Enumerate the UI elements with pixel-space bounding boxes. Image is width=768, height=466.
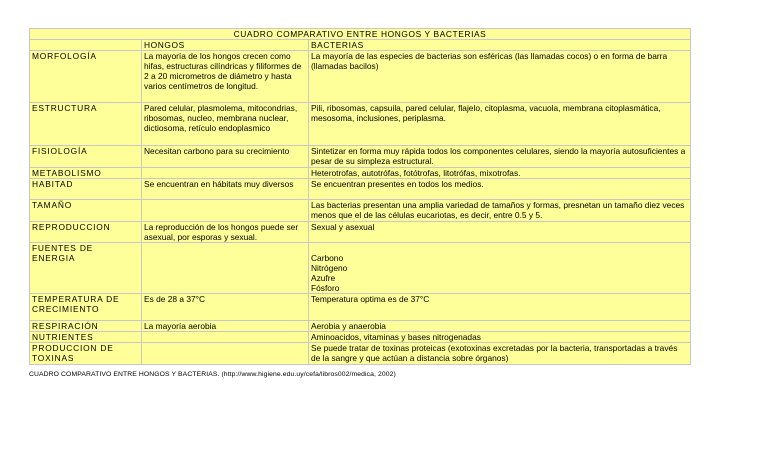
- row-label: HABITAD: [30, 179, 142, 200]
- row-label: FUENTES DE ENERGIA: [30, 243, 142, 294]
- header-hongos: HONGOS: [142, 40, 309, 51]
- hongos-cell: Necesitan carbono para su crecimiento: [142, 146, 309, 168]
- table-row: [30, 51, 691, 103]
- hongos-cell: [142, 332, 309, 343]
- bacterias-cell: Aerobia y anaerobia: [309, 321, 691, 332]
- hongos-cell: La reproducción de los hongos puede ser asexual, por esporas y sexual.: [142, 222, 309, 243]
- table-row: [30, 146, 691, 168]
- bacterias-cell: Las bacterias presentan una amplia variedad de tamaños y formas, presnetan un tamaño diez veces menos que el de las células eucariotas, es decir, entre 0.5 y 5.: [309, 200, 691, 222]
- table-row: [30, 179, 691, 200]
- table-row: [30, 103, 691, 146]
- hongos-cell: La mayoría de los hongos crecen como hifas, estructuras cilíndricas y filiformes de 2 a 20 micrometros de diámetro y hasta varios centímetros de longitud.: [142, 51, 309, 103]
- table-row: [30, 332, 691, 343]
- bacterias-cell: Temperatura optima es de 37°C: [309, 294, 691, 321]
- row-label: PRODUCCION DE TOXINAS: [30, 343, 142, 365]
- row-label: TAMAÑO: [30, 200, 142, 222]
- bacterias-cell: Heterotrofas, autotrófas, fotótrofas, litotrófas, mixotrofas.: [309, 168, 691, 179]
- row-label: NUTRIENTES: [30, 332, 142, 343]
- row-label: FISIOLOGÍA: [30, 146, 142, 168]
- bacterias-cell: Pili, ribosomas, capsuila, pared celular, flajelo, citoplasma, vacuola, membrana citoplasmática, mesosoma, inclusiones, periplasma.: [309, 103, 691, 146]
- table-row: [30, 168, 691, 179]
- table-row: [30, 321, 691, 332]
- hongos-cell: Es de 28 a 37°C: [142, 294, 309, 321]
- table-row: [30, 294, 691, 321]
- hongos-cell: [142, 168, 309, 179]
- row-label: REPRODUCCION: [30, 222, 142, 243]
- hongos-cell: Pared celular, plasmolema, mitocondrias, ribosomas, nucleo, membrana nuclear, dictiosoma, retículo endoplasmico: [142, 103, 309, 146]
- bacterias-cell: Se encuentran presentes en todos los medios.: [309, 179, 691, 200]
- hongos-cell: La mayoría aerobia: [142, 321, 309, 332]
- bacterias-cell: Se puede tratar de toxinas proteicas (exotoxinas excretadas por la bacteria, transportadas a través de la sangre y que actúan a distancia sobre órganos): [309, 343, 691, 365]
- comparison-table: [29, 28, 691, 365]
- header-empty-cell: [30, 40, 142, 51]
- header-bacterias: BACTERIAS: [309, 40, 691, 51]
- row-label: RESPIRACIÓN: [30, 321, 142, 332]
- bacterias-cell: Sintetizar en forma muy rápida todos los componentes celulares, siendo la mayoría autosuficientes a pesar de su simpleza estructural.: [309, 146, 691, 168]
- bacterias-cell: Sexual y asexual: [309, 222, 691, 243]
- hongos-cell: [142, 200, 309, 222]
- title-row: [30, 29, 691, 40]
- hongos-cell: Se encuentran en hábitats muy diversos: [142, 179, 309, 200]
- comparison-sheet: [29, 28, 690, 365]
- hongos-cell: [142, 243, 309, 294]
- row-label: ESTRUCTURA: [30, 103, 142, 146]
- header-row: [30, 40, 691, 51]
- bacterias-cell: Carbono Nitrógeno Azufre Fósforo: [309, 243, 691, 294]
- bacterias-cell: Aminoacidos, vitaminas y bases nitrogenadas: [309, 332, 691, 343]
- table-row: [30, 343, 691, 365]
- row-label: METABOLISMO: [30, 168, 142, 179]
- hongos-cell: [142, 343, 309, 365]
- row-label: MORFOLOGÍA: [30, 51, 142, 103]
- table-caption: CUADRO COMPARATIVO ENTRE HONGOS Y BACTERIAS. (http://www.higiene.edu.uy/cefa/libros002/medica, 2002): [29, 371, 396, 378]
- table-row: [30, 243, 691, 294]
- table-title: CUADRO COMPARATIVO ENTRE HONGOS Y BACTERIAS: [30, 29, 691, 40]
- table-row: [30, 222, 691, 243]
- table-row: [30, 200, 691, 222]
- row-label: TEMPERATURA DE CRECIMIENTO: [30, 294, 142, 321]
- bacterias-cell: La mayoría de las especies de bacterias son esféricas (las llamadas cocos) o en forma de barra (llamadas bacilos): [309, 51, 691, 103]
